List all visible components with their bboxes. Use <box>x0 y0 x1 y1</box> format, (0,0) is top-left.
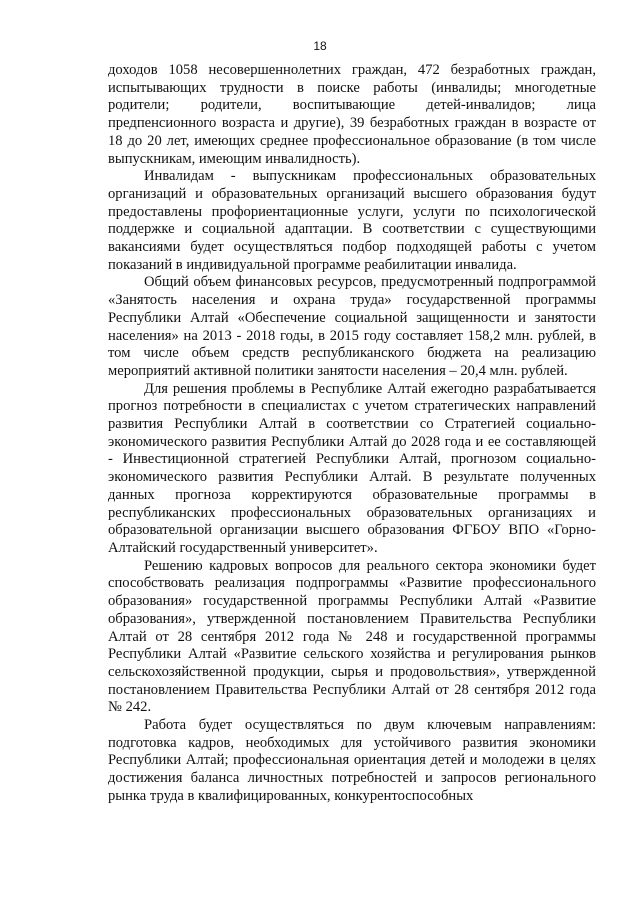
paragraph-personnel-issues: Решению кадровых вопросов для реального сектора экономики будет способствовать реализация подпрограммы «Развитие профессионального образования» государственной программы Республики Алтай «Развитие образования», утвержденной постановлением Правительства Республики Алтай от 28 сентября 2012 года № 248 и государственной программы Республики Алтай «Развитие сельского хозяйства и регулирования рынков сельскохозяйственной продукции, сырья и продовольствия», утвержденной постановлением Правительства Республики Алтай от 28 сентября 2012 года № 242. <box>108 557 596 716</box>
document-body <box>108 62 596 806</box>
paragraph-continuation: доходов 1058 несовершеннолетних граждан, 472 безработных граждан, испытывающих трудности в поиске работы (инвалиды; многодетные родители; родители, воспитывающие детей-инвалидов; лица предпенсионного возраста и другие), 39 безработных граждан в возрасте от 18 до 20 лет, имеющих среднее профессиональное образование (в том числе выпускникам, имеющим инвалидность). <box>108 62 596 167</box>
paragraph-forecast: Для решения проблемы в Республике Алтай ежегодно разрабатывается прогноз потребности в специалистах с учетом стратегических направлений развития Республики Алтай в соответствии со Стратегией социально-экономического развития Республики Алтай до 2028 года и ее составляющей - Инвестиционной стратегией Республики Алтай, прогнозом социально-экономического развития Республики Алтай. В результате полученных данных прогноза корректируются образовательные программы в республиканских профессиональных образовательных организациях и образовательной организации высшего образования ФГБОУ ВПО «Горно-Алтайский государственный университет». <box>108 380 596 556</box>
paragraph-key-directions: Работа будет осуществляться по двум ключевым направлениям: подготовка кадров, необходимых для устойчивого развития экономики Республики Алтай; профессиональная ориентация детей и молодежи в целях достижения баланса личностных потребностей и запросов регионального рынка труда в квалифицированных, конкурентоспособных <box>108 717 596 804</box>
paragraph-financial-resources: Общий объем финансовых ресурсов, предусмотренный подпрограммой «Занятость населения и охрана труда» государственной программы Республики Алтай «Обеспечение социальной защищенности и занятости населения» на 2013 - 2018 годы, в 2015 году составляет 158,2 млн. рублей, в том числе объем средств республиканского бюджета на реализацию мероприятий активной политики занятости населения – 20,4 млн. рублей. <box>108 274 596 379</box>
page-number: 18 <box>313 39 327 53</box>
paragraph-disabled-graduates: Инвалидам - выпускникам профессиональных образовательных организаций и образовательных организаций высшего образования будут предоставлены профориентационные услуги, услуги по психологической поддержке и социальной адаптации. В соответствии с существующими вакансиями будет осуществляться подбор подходящей работы с учетом показаний в индивидуальной программе реабилитации инвалида. <box>108 168 596 273</box>
